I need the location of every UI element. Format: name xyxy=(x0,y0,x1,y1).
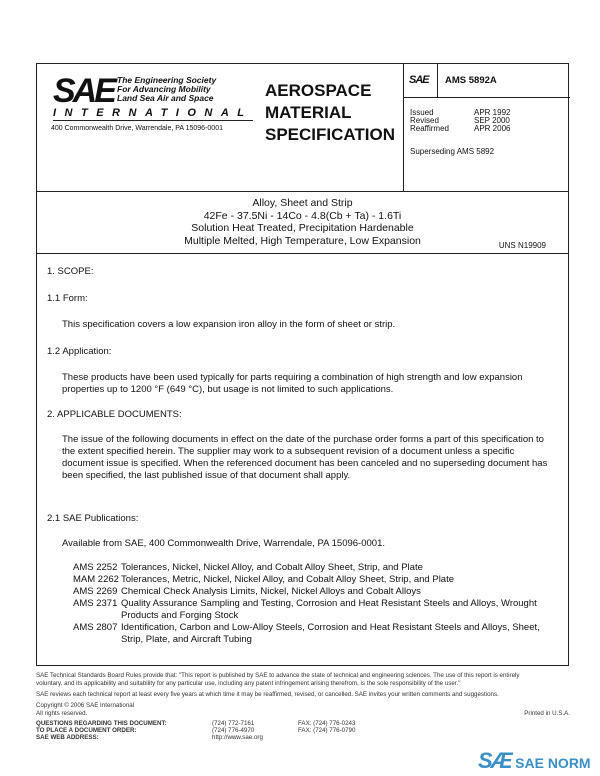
tagline-line: Land Sea Air and Space xyxy=(117,93,214,103)
date-label: Reaffirmed xyxy=(410,124,449,133)
footer-text: SAE reviews each technical report at least every five years at which time it may be reaffirmed, revised, or cancelled. SAE invites your written comments and suggestions. xyxy=(36,691,499,698)
ref-text: Tolerances, Metric, Nickel, Nickel Alloy, and Cobalt Alloy Sheet, Strip, and Plate xyxy=(121,574,455,585)
doc-type-line: SPECIFICATION xyxy=(265,125,396,144)
title-line: Solution Heat Treated, Precipitation Hardenable xyxy=(191,222,414,234)
ref-id: AMS 2807 xyxy=(73,622,118,633)
ref-text: Chemical Check Analysis Limits, Nickel, Nickel Alloys and Cobalt Alloys xyxy=(121,586,421,597)
paragraph: The issue of the following documents in effect on the date of the purchase order forms a part of this specification to the extent specified herein. The supplier may work to a subsequent revision of a document unless a specific document issue is specified. When the referenced document has been canceled and no superseding document has been specified, the last published issue of that document shall apply. xyxy=(62,434,548,481)
international-text: INTERNATIONAL xyxy=(53,107,253,119)
printed: Printed in U.S.A. xyxy=(524,710,570,717)
header xyxy=(37,64,568,192)
ref-id: AMS 2371 xyxy=(73,598,118,609)
doc-number-box xyxy=(403,64,570,98)
contact-fax: FAX: (724) 776-0243 xyxy=(298,720,356,727)
footer-text: SAE Technical Standards Board Rules provide that: "This report is published by SAE to advance the state of technical and engineering sciences. The use of this report is entirely xyxy=(36,672,520,679)
title-block xyxy=(37,191,568,254)
contact-label: QUESTIONS REGARDING THIS DOCUMENT: xyxy=(36,720,167,727)
date-value: APR 1992 xyxy=(474,108,511,117)
reference-item xyxy=(73,586,421,598)
title-line: 42Fe - 37.5Ni - 14Co - 4.8(Cb + Ta) - 1.6Ti xyxy=(203,209,402,222)
tagline-line: For Advancing Mobility xyxy=(117,84,211,94)
date-value: APR 2006 xyxy=(474,124,511,133)
dates xyxy=(410,109,510,133)
footer-text: voluntary, and its applicability and suitability for any particular use, including any patent infringement arising therefrom, is the sole responsibility of the user." xyxy=(36,680,461,687)
contact-label: SAE WEB ADDRESS: xyxy=(36,734,99,741)
reference-item xyxy=(73,562,423,574)
divider xyxy=(437,64,438,97)
tagline-line: The Engineering Society xyxy=(117,75,217,85)
ref-text: Quality Assurance Sampling and Testing, Corrosion and Heat Resistant Steels and Alloys, Wrought Products and Forging Stock xyxy=(121,598,537,621)
section-heading: 2. APPLICABLE DOCUMENTS: xyxy=(47,409,182,420)
paragraph: Available from SAE, 400 Commonwealth Drive, Warrendale, PA 15096-0001. xyxy=(62,538,385,549)
doc-type-line: MATERIAL xyxy=(265,103,352,122)
spec-frame xyxy=(36,63,569,666)
superseding: Superseding AMS 5892 xyxy=(410,147,495,156)
section-heading: 2.1 SAE Publications: xyxy=(47,513,139,524)
ref-text: Tolerances, Nickel, Nickel Alloy, and Cobalt Alloy Sheet, Strip, and Plate xyxy=(121,562,423,573)
uns-number: UNS N19909 xyxy=(498,241,546,250)
small-sae-logo: SAE xyxy=(409,74,429,86)
contact-phone: (724) 772-7161 xyxy=(212,720,255,727)
date-label: Issued xyxy=(410,108,434,117)
doc-number: AMS 5892A xyxy=(445,75,497,86)
logo-text: SAE xyxy=(53,72,114,110)
paragraph: These products have been used typically for parts requiring a combination of high strength and low expansion properties up to 1200 °F (649 °C), but usage is not limited to such applications. xyxy=(62,372,523,395)
address: 400 Commonwealth Drive, Warrendale, PA 15096-0001 xyxy=(51,125,223,132)
reference-item xyxy=(73,622,563,645)
tagline xyxy=(117,76,247,103)
website-link[interactable]: http://www.sae.org xyxy=(212,734,263,741)
copyright: Copyright © 2006 SAE International xyxy=(36,702,135,709)
contact-label: TO PLACE A DOCUMENT ORDER: xyxy=(36,727,137,734)
date-value: SEP 2000 xyxy=(474,116,510,125)
section-heading: 1.1 Form: xyxy=(47,293,88,304)
contact-phone: (724) 776-4970 xyxy=(212,727,255,734)
ref-id: AMS 2269 xyxy=(73,586,118,597)
ref-id: AMS 2252 xyxy=(73,562,118,573)
rights: All rights reserved. xyxy=(36,710,88,717)
title-line: Multiple Melted, High Temperature, Low Expansion xyxy=(184,234,421,247)
section-heading: 1.2 Application: xyxy=(47,346,112,357)
contact-fax: FAX: (724) 776-0790 xyxy=(298,727,356,734)
date-row xyxy=(410,125,510,133)
ref-text: Identification, Carbon and Low-Alloy Steels, Corrosion and Heat Resistant Steels and Alloys, Sheet, Strip, Plate, and Aircraft Tubing xyxy=(121,622,540,645)
reference-item xyxy=(73,574,454,586)
reference-item xyxy=(73,598,563,621)
doc-type-line: AEROSPACE xyxy=(265,81,372,100)
paragraph: This specification covers a low expansion iron alloy in the form of sheet or strip. xyxy=(62,319,396,330)
doc-type xyxy=(265,80,395,146)
ref-id: MAM 2262 xyxy=(73,574,119,585)
watermark-text: SAE NORM xyxy=(515,755,591,771)
section-heading: 1. SCOPE: xyxy=(47,266,94,277)
sae-norm-watermark: SÆ SAE NORM xyxy=(478,748,591,773)
title-line: Alloy, Sheet and Strip xyxy=(252,197,353,209)
date-label: Revised xyxy=(410,116,439,125)
